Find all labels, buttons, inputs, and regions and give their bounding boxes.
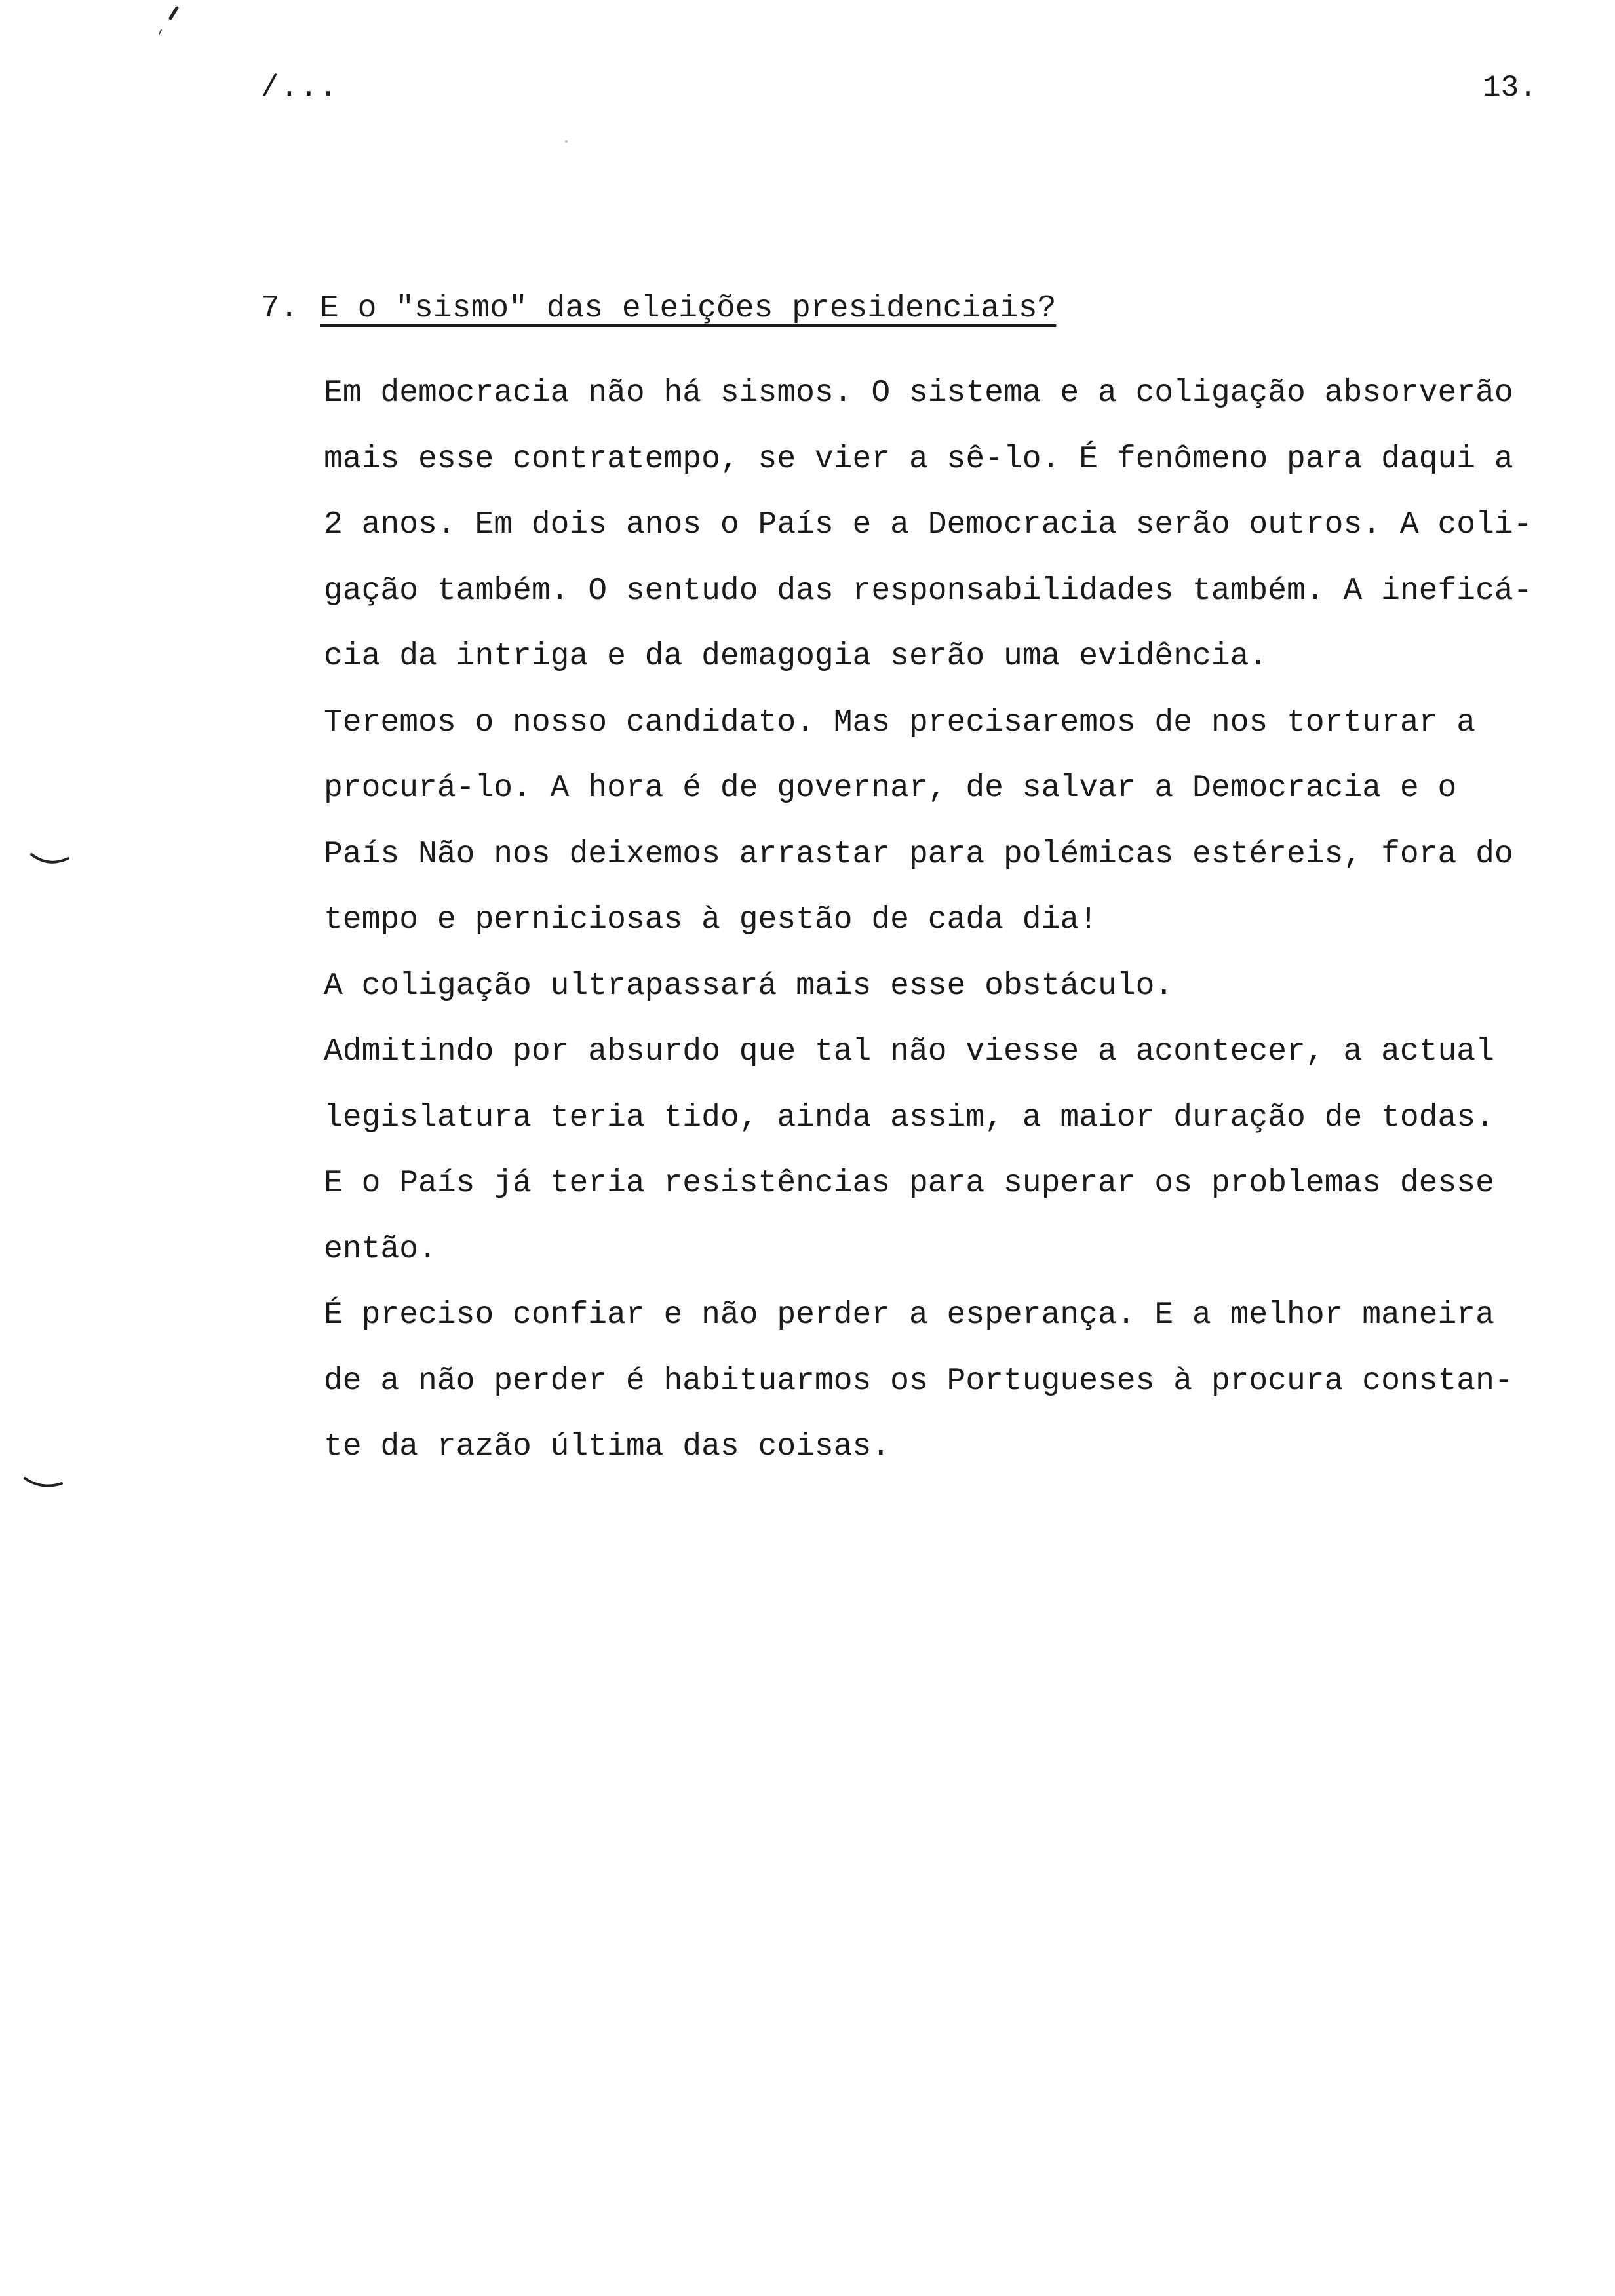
body-line: te da razão última das coisas. [324,1429,891,1464]
section-heading [261,291,1056,326]
section-title: E o "sismo" das eleições presidenciais? [320,291,1057,326]
body-line: É preciso confiar e não perder a esperança. E a melhor maneira [324,1297,1494,1333]
body-line: então. [324,1231,437,1267]
body-line: gação também. O sentudo das responsabilidades também. A ineficá- [324,573,1532,609]
body-line: A coligação ultrapassará mais esse obstáculo. [324,968,1174,1004]
continuation-marker: /... [261,71,339,105]
pen-tick-mark [148,4,187,37]
body-line: Em democracia não há sismos. O sistema e a coligação absorverão [324,375,1513,411]
paper-speck [565,140,568,143]
page-number: 13. [1483,71,1537,105]
body-line: legislatura teria tido, ainda assim, a maior duração de todas. [324,1100,1494,1136]
body-line: E o País já teria resistências para superar os problemas desse [324,1166,1494,1201]
body-line: Admitindo por absurdo que tal não viesse a acontecer, a actual [324,1034,1494,1069]
body-line: País Não nos deixemos arrastar para polémicas estéreis, fora do [324,836,1513,872]
body-line: cia da intriga e da demagogia serão uma evidência. [324,639,1268,674]
body-line: procurá-lo. A hora é de governar, de salvar a Democracia e o [324,771,1457,806]
body-line: tempo e perniciosas à gestão de cada dia! [324,902,1098,938]
body-line: mais esse contratempo, se vier a sê-lo. É fenômeno para daqui a [324,441,1513,477]
body-line: 2 anos. Em dois anos o País e a Democracia serão outros. A coli- [324,507,1532,543]
section-number: 7. [261,291,299,326]
body-line: de a não perder é habituarmos os Portugueses à procura constan- [324,1363,1513,1399]
body-text [324,360,1569,1480]
binding-hole-mark [29,852,71,868]
binding-hole-mark [22,1476,64,1491]
body-line: Teremos o nosso candidato. Mas precisaremos de nos torturar a [324,704,1476,740]
